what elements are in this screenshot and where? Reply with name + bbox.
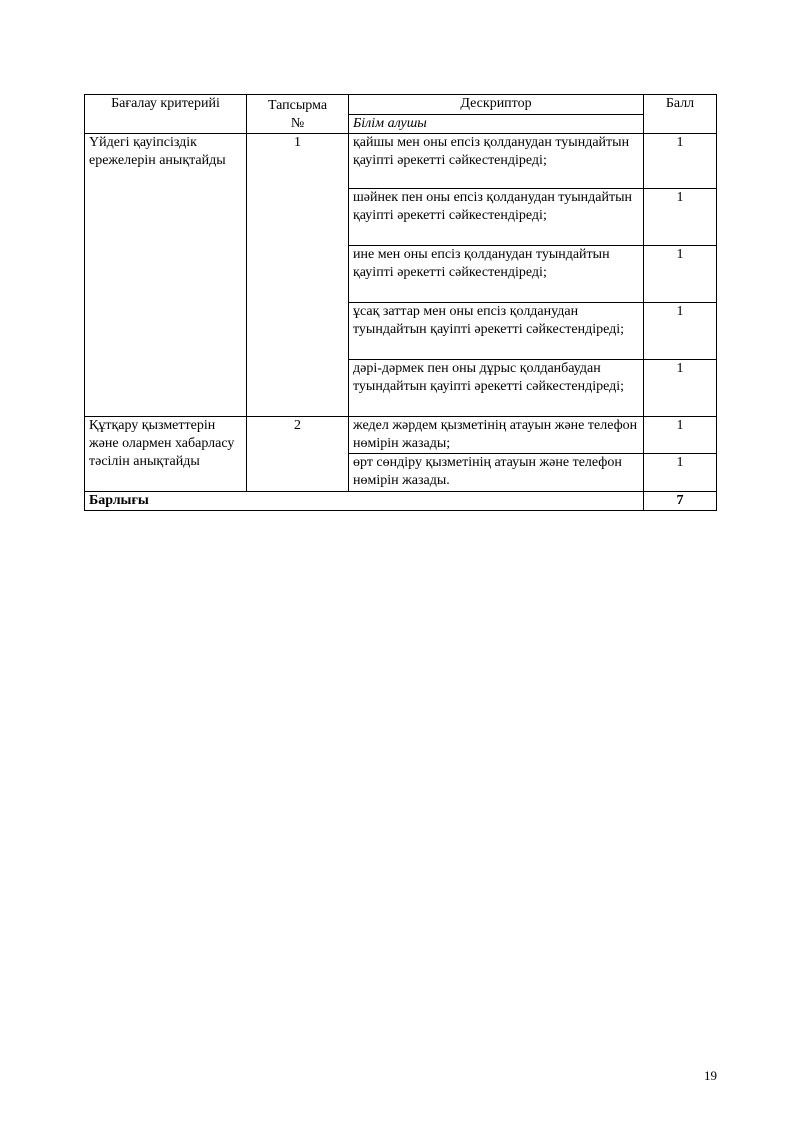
- descriptor-cell: дәрі-дәрмек пен оны дұрыс қолданбаудан туындайтын қауіпті әрекетті сәйкестендіреді;: [349, 360, 644, 417]
- descriptor-cell: қайшы мен оны епсіз қолданудан туындайтын қауіпті әрекетті сәйкестендіреді;: [349, 134, 644, 189]
- score-cell: 1: [644, 360, 717, 417]
- score-cell: 1: [644, 134, 717, 189]
- criterion-cell: Үйдегі қауіпсіздік ережелерін анықтайды: [85, 134, 247, 417]
- table-row: [85, 417, 717, 454]
- header-descriptor: Дескриптор: [349, 95, 644, 115]
- header-descriptor-sub: Білім алушы: [349, 114, 644, 134]
- header-task: [247, 95, 349, 134]
- header-score: Балл: [644, 95, 717, 134]
- descriptor-cell: шәйнек пен оны епсіз қолданудан туындайтын қауіпті әрекетті сәйкестендіреді;: [349, 189, 644, 246]
- task-number-cell: 1: [247, 134, 349, 417]
- score-cell: 1: [644, 454, 717, 492]
- descriptor-cell: өрт сөндіру қызметінің атауын және телефон нөмірін жазады.: [349, 454, 644, 492]
- total-label: Барлығы: [85, 492, 644, 511]
- assessment-rubric-table: [84, 94, 717, 511]
- total-score: 7: [644, 492, 717, 511]
- page-number: 19: [704, 1068, 717, 1083]
- criterion-cell: Құтқару қызметтерін және олармен хабарласу тәсілін анықтайды: [85, 417, 247, 492]
- table-row: [85, 134, 717, 189]
- score-cell: 1: [644, 246, 717, 303]
- score-cell: 1: [644, 417, 717, 454]
- header-criterion: Бағалау критерийі: [85, 95, 247, 134]
- score-cell: 1: [644, 303, 717, 360]
- descriptor-cell: ине мен оны епсіз қолданудан туындайтын қауіпті әрекетті сәйкестендіреді;: [349, 246, 644, 303]
- header-row: [85, 95, 717, 115]
- total-row: [85, 492, 717, 511]
- score-cell: 1: [644, 189, 717, 246]
- descriptor-cell: ұсақ заттар мен оны епсіз қолданудан туындайтын қауіпті әрекетті сәйкестендіреді;: [349, 303, 644, 360]
- header-task-label: Тапсырма №: [267, 98, 328, 131]
- task-number-cell: 2: [247, 417, 349, 492]
- descriptor-cell: жедел жәрдем қызметінің атауын және телефон нөмірін жазады;: [349, 417, 644, 454]
